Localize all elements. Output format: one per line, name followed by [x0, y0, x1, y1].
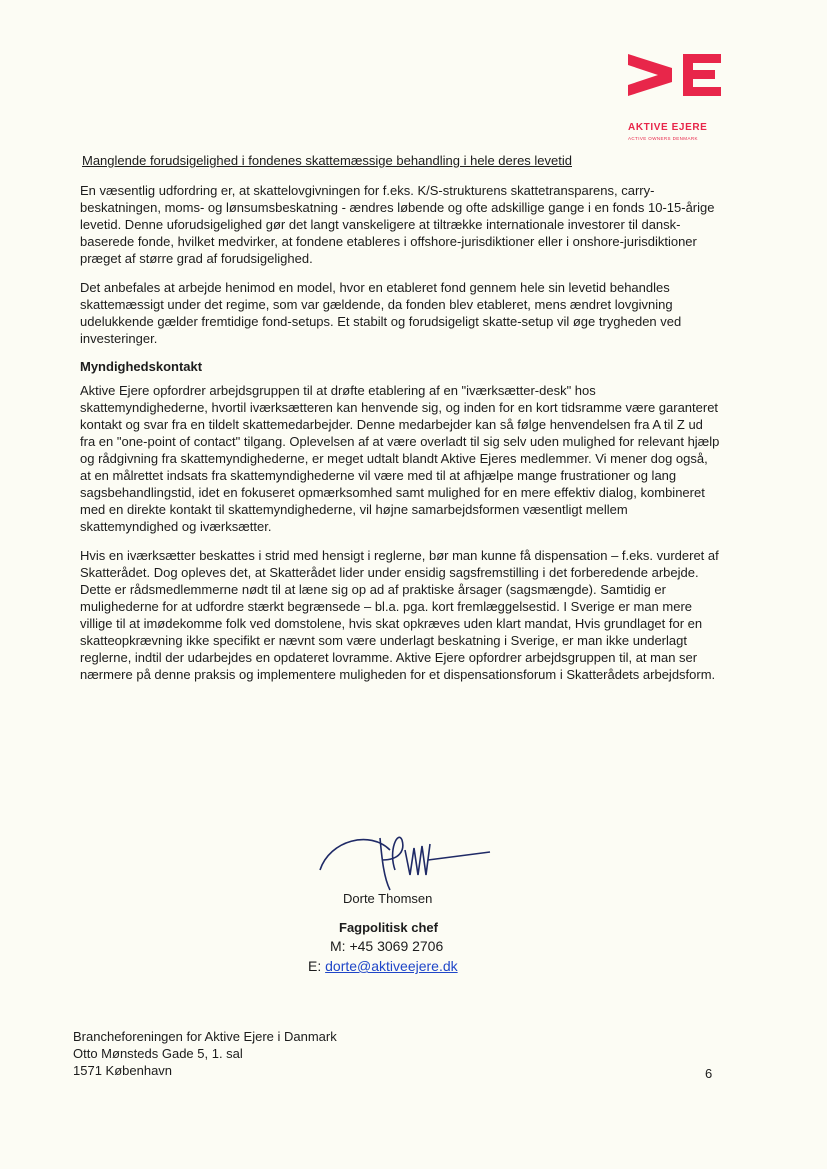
paragraph: Det anbefales at arbejde henimod en model, hvor en etableret fond gennem hele sin levetid behandles skattemæssigt under det regime, som var gældende, da fonden blev etableret, mens ændret lovgivning udelukkende gælder fremtidige fond-setups. Et stabilt og forudsigeligt skatte-setup vil øge trygheden ved investeringer. [80, 280, 682, 346]
signatory-name: Dorte Thomsen [343, 891, 433, 906]
logo-name: AKTIVE EJERE [628, 122, 708, 133]
signatory-email-line [308, 958, 458, 974]
signatory-phone: M: +45 3069 2706 [330, 938, 444, 954]
page-number: 6 [705, 1066, 713, 1081]
footer-line: 1571 København [73, 1063, 173, 1078]
footer-line: Brancheforeningen for Aktive Ejere i Danmark [73, 1029, 337, 1044]
logo-mark-icon [628, 50, 724, 100]
email-link[interactable]: dorte@aktiveejere.dk [325, 958, 458, 974]
paragraph: En væsentlig udfordring er, at skattelovgivningen for f.eks. K/S-strukturens skattetransparens, carry-beskatningen, moms- og lønsumsbeskatning - ændres løbende og ofte adskillige gange i en fonds 10-15-årige levetid. Denne uforudsigelighed gør det langt vanskeligere at tiltrække internationale investorer til dansk-baserede fonde, hvilket medvirker, at fondene etableres i offshore-jurisdiktioner eller i onshore-jurisdiktioner præget af større grad af forudsigelighed. [80, 183, 715, 266]
footer-line: Otto Mønsteds Gade 5, 1. sal [73, 1046, 243, 1061]
handwritten-signature [310, 820, 510, 900]
logo-tagline: ACTIVE OWNERS DENMARK [628, 136, 698, 141]
signatory-role: Fagpolitisk chef [339, 920, 438, 935]
section-heading-authority-contact: Myndighedskontakt [80, 359, 203, 374]
paragraph: Hvis en iværksætter beskattes i strid med hensigt i reglerne, bør man kunne få dispensation – f.eks. vurderet af Skatterådet. Dog opleves det, at Skatterådet lider under ensidig sagsfremstilling i det forberedende arbejde. Dette er rådsmedlemmerne nødt til at læne sig op ad af praktiske årsager (sagsmængde). Samtidig er mulighederne for at udfordre stærkt begrænsede – bl.a. pga. kort fremlæggelsestid. I Sverige er man mere villige til at imødekomme folk ved domstolene, hvis skat opkræves uden klart mandat, Hvis grundlaget for en skatteopkrævning ikke specifikt er nævnt som være underlagt beskatning i Sverige, er man ikke underlagt reglerne, indtil der udarbejdes en opdateret lovramme. Aktive Ejere opfordrer arbejdsgruppen til, at man ser nærmere på denne praksis og implementere muligheden for et dispensationsforum i Skatterådets arbejdsform. [80, 548, 719, 682]
email-prefix: E: [308, 958, 326, 974]
letter-body [80, 153, 720, 695]
section-heading-predictability: Manglende forudsigelighed i fondenes skattemæssige behandling i hele deres levetid [82, 153, 572, 168]
company-logo [626, 48, 726, 148]
paragraph: Aktive Ejere opfordrer arbejdsgruppen til at drøfte etablering af en "iværksætter-desk" hos skattemyndighederne, hvortil iværksætteren kan henvende sig, og inden for en kort tidsramme være garanteret kontakt og svar fra en tildelt skattemedarbejder. Denne medarbejder kan så følge henvendelsen fra A til Z ud fra en "one-point of contact" tilgang. Oplevelsen af at være overladt til sig selv uden mulighed for relevant hjælp og rådgivning fra skattemyndighederne, er meget udtalt blandt Aktive Ejeres medlemmer. Vi mener dog også, at en målrettet indsats fra skattemyndighederne vil være med til at afhjælpe mange frustrationer og lang sagsbehandlingstid, idet en fokuseret opmærksomhed samt mulighed for en mere effektiv dialog, kombineret med en direkte kontakt til skattemyndighederne, vil højne samarbejdsformen væsentligt mellem skattemyndighed og iværksætter. [80, 383, 720, 534]
footer-address [73, 1028, 337, 1079]
